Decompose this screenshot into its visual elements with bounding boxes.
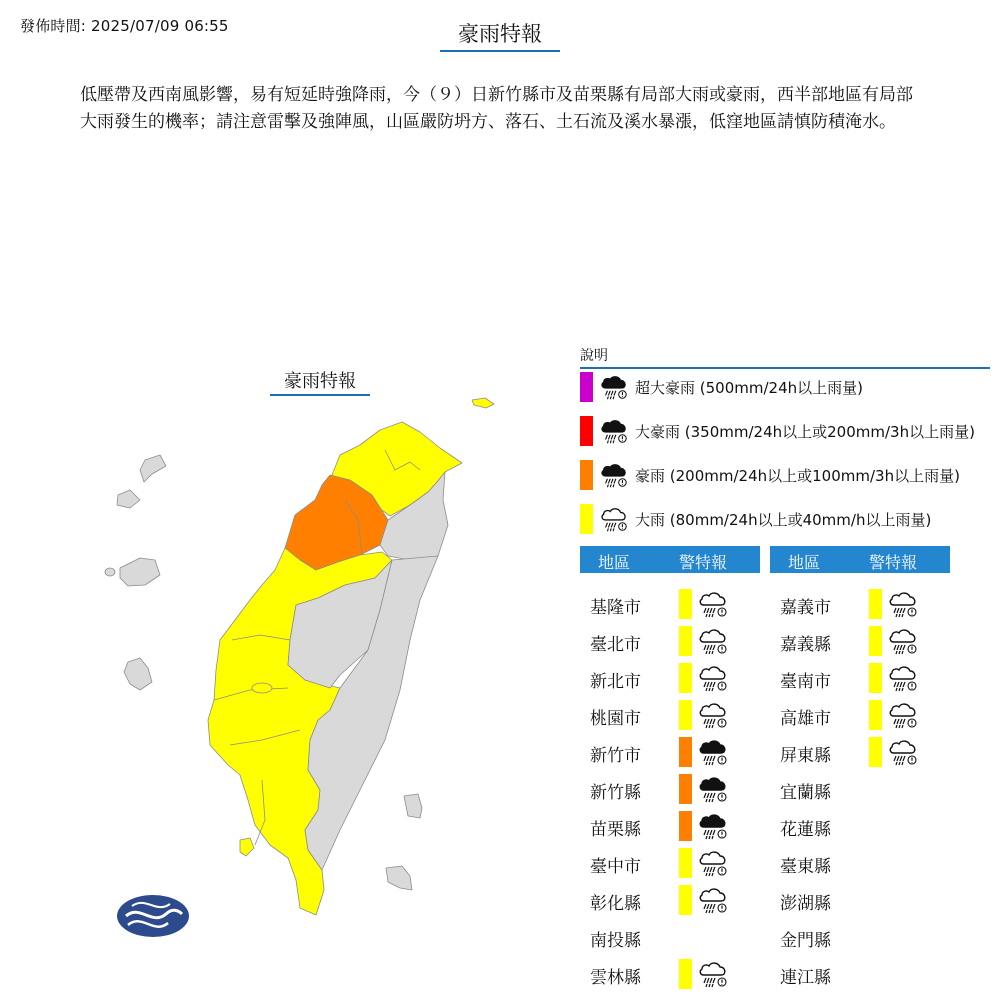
legend-swatch: [580, 416, 593, 446]
warning-level-bar: [679, 663, 692, 693]
region-row[interactable]: [580, 881, 760, 918]
page-title: 豪雨特報: [440, 18, 560, 52]
rain-warning-outline-icon: [697, 958, 729, 990]
island-kinmen-small: [105, 568, 115, 576]
legend-item: [580, 372, 863, 402]
region-name: 新北市: [590, 672, 641, 692]
rain-warning-outline-icon: [887, 588, 919, 620]
rain-warning-outline-icon: [887, 699, 919, 731]
region-row[interactable]: [770, 881, 950, 918]
island-green: [404, 794, 422, 818]
header-warning: 警特報: [679, 553, 728, 572]
warning-description: 低壓帶及西南風影響，易有短延時強降雨，今（９）日新竹縣市及苗栗縣有局部大雨或豪雨，西半部地區有局部大雨發生的機率；請注意雷擊及強陣風，山區嚴防坍方、落石、土石流及溪水暴漲，低窪地區請慎防積淹水。: [80, 85, 913, 132]
region-row[interactable]: [580, 807, 760, 844]
rain-warning-outline-icon: [887, 662, 919, 694]
warning-level-bar: [869, 663, 882, 693]
region-name: 花蓮縣: [780, 820, 831, 840]
region-name: 新竹市: [590, 746, 641, 766]
island-kinmen: [120, 558, 160, 586]
region-row[interactable]: [580, 770, 760, 807]
region-row[interactable]: [580, 955, 760, 992]
rain-warning-outline-icon: [697, 588, 729, 620]
heavy-rain-warning-icon: [599, 372, 629, 402]
region-name: 基隆市: [590, 598, 641, 618]
region-name: 嘉義縣: [780, 635, 831, 655]
island-penghu: [124, 658, 152, 690]
cwa-logo: [117, 895, 189, 937]
region-name: 桃園市: [590, 709, 641, 729]
region-name: 連江縣: [780, 968, 831, 988]
region-row[interactable]: [770, 955, 950, 992]
region-name: 高雄市: [780, 709, 831, 729]
region-name: 宜蘭縣: [780, 783, 831, 803]
warning-level-bar: [679, 848, 692, 878]
region-row[interactable]: [770, 918, 950, 955]
header-region: 地區: [598, 553, 631, 572]
region-name: 臺東縣: [780, 857, 831, 877]
region-name: 屏東縣: [780, 746, 831, 766]
header-region: 地區: [788, 553, 821, 572]
legend-item: [580, 504, 931, 534]
region-row[interactable]: [580, 844, 760, 881]
region-row[interactable]: [770, 696, 950, 733]
region-row[interactable]: [770, 733, 950, 770]
rain-warning-outline-icon: [697, 884, 729, 916]
warning-level-bar: [679, 626, 692, 656]
region-row[interactable]: [770, 807, 950, 844]
table-header-right: [770, 546, 950, 573]
legend-title: 說明: [580, 345, 990, 369]
warning-level-bar: [679, 737, 692, 767]
region-name: 新竹縣: [590, 783, 641, 803]
heavy-rain-warning-icon: [697, 736, 729, 768]
warning-level-bar: [679, 589, 692, 619]
warning-level-bar: [679, 700, 692, 730]
region-row[interactable]: [580, 585, 760, 622]
heavy-rain-warning-icon: [599, 460, 629, 490]
heavy-rain-warning-icon: [599, 416, 629, 446]
taiwan-warning-map: [90, 380, 510, 940]
region-name: 臺南市: [780, 672, 831, 692]
legend-item: [580, 460, 960, 490]
region-name: 金門縣: [780, 931, 831, 951]
legend-label: 大雨 (80mm/24h以上或40mm/h以上雨量): [635, 510, 932, 529]
header-warning: 警特報: [869, 553, 918, 572]
legend-swatch: [580, 504, 593, 534]
region-name: 臺中市: [590, 857, 641, 877]
region-row[interactable]: [580, 918, 760, 955]
region-row[interactable]: [770, 585, 950, 622]
region-name: 嘉義市: [780, 598, 831, 618]
heavy-rain-warning-icon: [697, 810, 729, 842]
warning-level-bar: [679, 885, 692, 915]
rain-warning-outline-icon: [697, 625, 729, 657]
rain-warning-outline-icon: [887, 736, 919, 768]
warning-level-bar: [869, 700, 882, 730]
rain-warning-outline-icon: [697, 662, 729, 694]
map-title: 豪雨特報: [270, 367, 370, 396]
legend-label: 超大豪雨 (500mm/24h以上雨量): [635, 378, 863, 397]
warning-level-bar: [869, 737, 882, 767]
rain-warning-outline-icon: [697, 847, 729, 879]
region-row[interactable]: [580, 622, 760, 659]
legend-label: 豪雨 (200mm/24h以上或100mm/3h以上雨量): [635, 466, 960, 485]
rain-warning-outline-icon: [697, 699, 729, 731]
island-matsu-3: [117, 490, 140, 508]
legend-label: 大豪雨 (350mm/24h以上或200mm/3h以上雨量): [635, 422, 975, 441]
region-name: 澎湖縣: [780, 894, 831, 914]
region-name: 苗栗縣: [590, 820, 641, 840]
region-name: 彰化縣: [590, 894, 641, 914]
legend-swatch: [580, 372, 593, 402]
island-orchid: [386, 866, 412, 890]
island-matsu-1: [472, 398, 494, 408]
region-row[interactable]: [770, 622, 950, 659]
legend-swatch: [580, 460, 593, 490]
rain-warning-outline-icon: [599, 504, 629, 534]
region-name: 雲林縣: [590, 968, 641, 988]
region-row[interactable]: [770, 844, 950, 881]
table-header-left: [580, 546, 760, 573]
region-row[interactable]: [580, 659, 760, 696]
region-row[interactable]: [580, 733, 760, 770]
region-row[interactable]: [770, 770, 950, 807]
region-row[interactable]: [580, 696, 760, 733]
region-row[interactable]: [770, 659, 950, 696]
warning-level-bar: [679, 811, 692, 841]
region-name: 臺北市: [590, 635, 641, 655]
island-matsu-2: [140, 455, 166, 482]
warning-level-bar: [679, 774, 692, 804]
rain-warning-outline-icon: [887, 625, 919, 657]
region-name: 南投縣: [590, 931, 641, 951]
legend-item: [580, 416, 975, 446]
warning-level-bar: [679, 959, 692, 989]
heavy-rain-warning-icon: [697, 773, 729, 805]
island-liuqiu: [240, 838, 254, 856]
warning-level-bar: [869, 626, 882, 656]
issue-time: 發佈時間: 2025/07/09 06:55: [20, 17, 229, 35]
warning-level-bar: [869, 589, 882, 619]
